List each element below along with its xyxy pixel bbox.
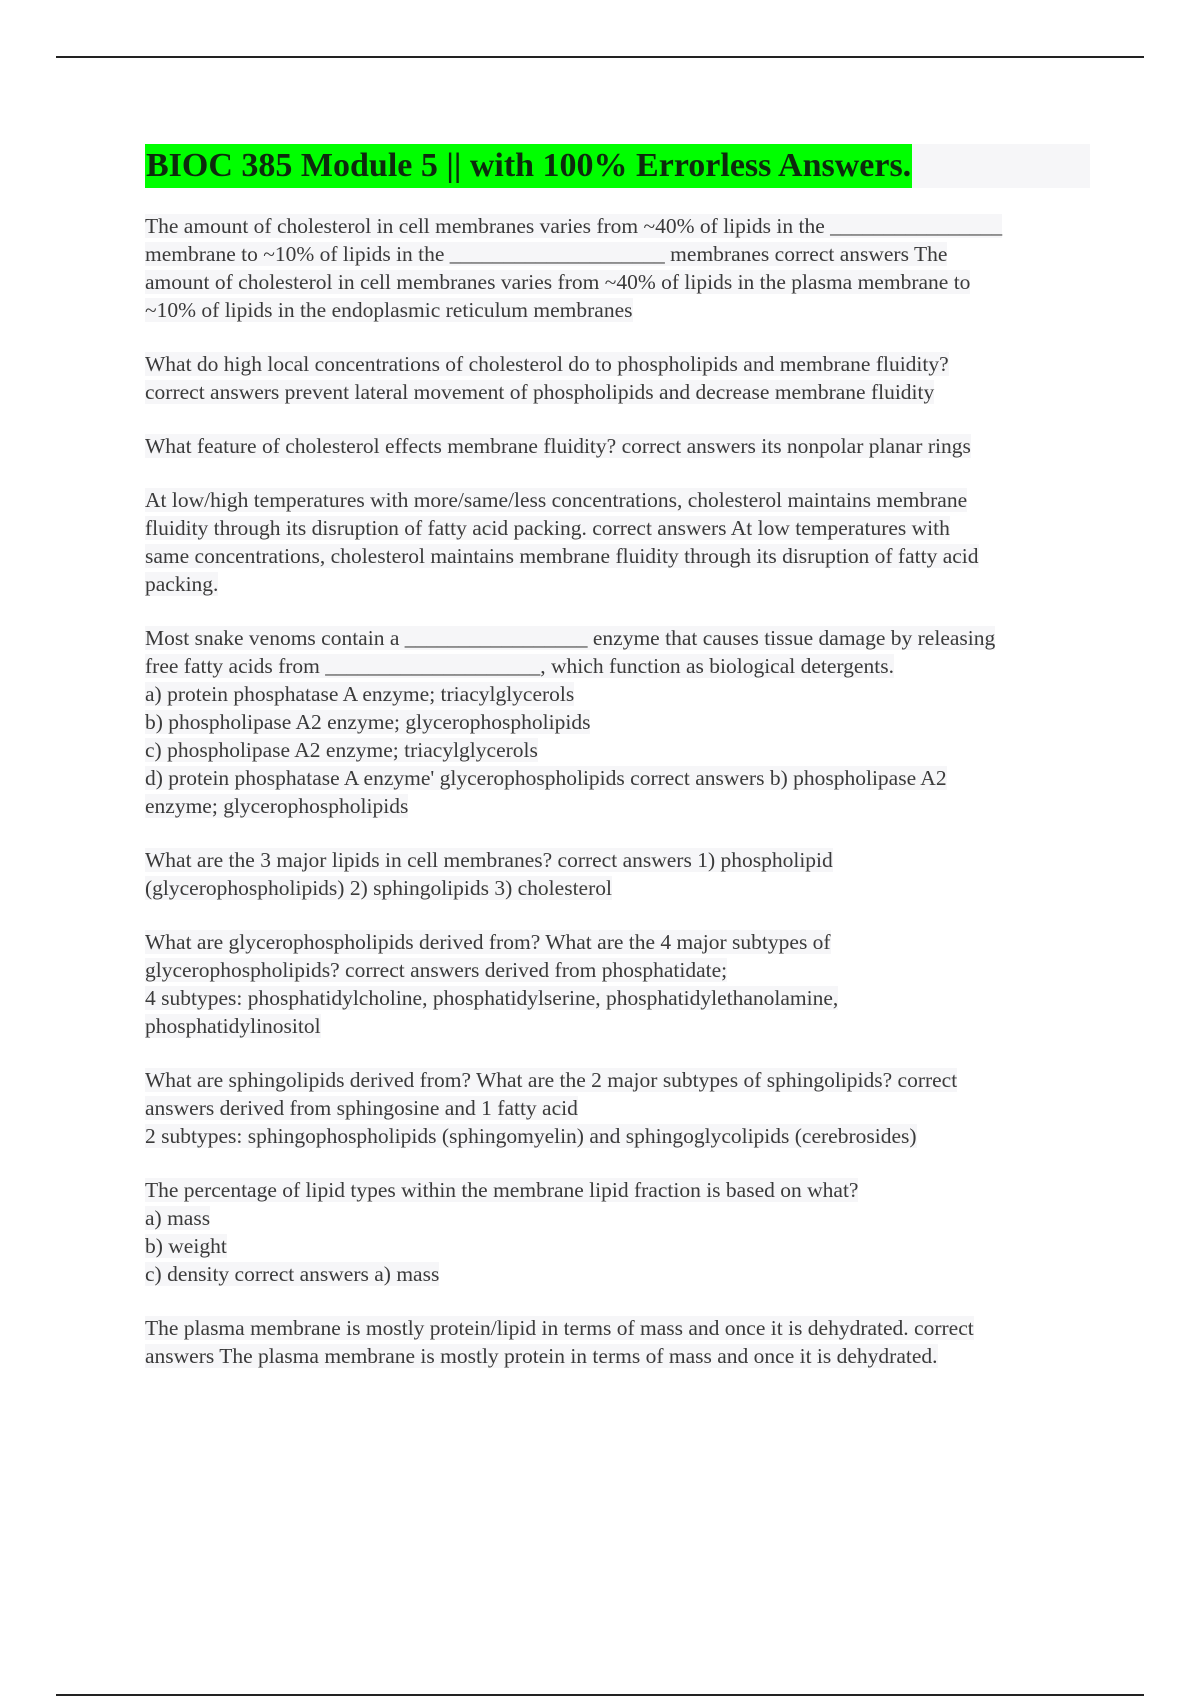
qa-line-text: a) protein phosphatase A enzyme; triacylglycerols xyxy=(145,682,575,706)
qa-line-text: d) protein phosphatase A enzyme' glycerophospholipids correct answers b) phospholipase A2 xyxy=(145,766,947,790)
top-rule xyxy=(56,56,1144,58)
qa-line xyxy=(145,1094,1090,1122)
qa-line-text: What are sphingolipids derived from? What are the 2 major subtypes of sphingolipids? correct xyxy=(145,1068,958,1092)
qa-line-text: b) phospholipase A2 enzyme; glycerophospholipids xyxy=(145,710,591,734)
qa-item xyxy=(145,1176,1090,1288)
qa-line-text: answers derived from sphingosine and 1 fatty acid xyxy=(145,1096,578,1120)
qa-item xyxy=(145,1066,1090,1150)
title-band xyxy=(145,144,1090,188)
qa-line xyxy=(145,680,1090,708)
qa-line-text: 2 subtypes: sphingophospholipids (sphingomyelin) and sphingoglycolipids (cerebrosides) xyxy=(145,1124,917,1148)
document-title: BIOC 385 Module 5 || with 100% Errorless Answers. xyxy=(145,144,912,188)
qa-line-text: free fatty acids from ____________________, which function as biological detergents. xyxy=(145,654,894,678)
qa-line xyxy=(145,1232,1090,1260)
qa-line-text: c) phospholipase A2 enzyme; triacylglycerols xyxy=(145,738,538,762)
qa-line xyxy=(145,542,1090,570)
qa-line-text: packing. xyxy=(145,572,219,596)
qa-line-text: same concentrations, cholesterol maintains membrane fluidity through its disruption of fatty acid xyxy=(145,544,979,568)
qa-line-text: (glycerophospholipids) 2) sphingolipids 3) cholesterol xyxy=(145,876,612,900)
qa-line xyxy=(145,652,1090,680)
qa-line xyxy=(145,956,1090,984)
qa-line xyxy=(145,212,1090,240)
qa-line-text: The amount of cholesterol in cell membranes varies from ~40% of lipids in the ________________ xyxy=(145,214,1003,238)
qa-line xyxy=(145,432,1090,460)
qa-item xyxy=(145,846,1090,902)
qa-line-text: What are the 3 major lipids in cell membranes? correct answers 1) phospholipid xyxy=(145,848,833,872)
qa-item xyxy=(145,212,1090,324)
qa-line xyxy=(145,1122,1090,1150)
qa-line-text: c) density correct answers a) mass xyxy=(145,1262,440,1286)
qa-item xyxy=(145,928,1090,1040)
qa-line-text: membrane to ~10% of lipids in the ____________________ membranes correct answers The xyxy=(145,242,948,266)
qa-line xyxy=(145,874,1090,902)
qa-line xyxy=(145,514,1090,542)
qa-line-text: What are glycerophospholipids derived from? What are the 4 major subtypes of xyxy=(145,930,831,954)
qa-item xyxy=(145,486,1090,598)
qa-item xyxy=(145,432,1090,460)
qa-line xyxy=(145,792,1090,820)
qa-line xyxy=(145,350,1090,378)
qa-line xyxy=(145,268,1090,296)
qa-item xyxy=(145,350,1090,406)
qa-item xyxy=(145,624,1090,820)
qa-line-text: glycerophospholipids? correct answers derived from phosphatidate; xyxy=(145,958,728,982)
qa-line xyxy=(145,240,1090,268)
qa-line xyxy=(145,486,1090,514)
qa-line-text: correct answers prevent lateral movement of phospholipids and decrease membrane fluidity xyxy=(145,380,935,404)
qa-line-text: The plasma membrane is mostly protein/lipid in terms of mass and once it is dehydrated. correct xyxy=(145,1316,974,1340)
bottom-rule xyxy=(56,1694,1144,1696)
qa-line-text: amount of cholesterol in cell membranes varies from ~40% of lipids in the plasma membrane to xyxy=(145,270,971,294)
qa-line xyxy=(145,708,1090,736)
qa-line xyxy=(145,1066,1090,1094)
document-body xyxy=(145,144,1090,1396)
qa-line xyxy=(145,1012,1090,1040)
qa-line xyxy=(145,296,1090,324)
qa-line xyxy=(145,764,1090,792)
qa-line xyxy=(145,736,1090,764)
qa-line-text: Most snake venoms contain a _________________ enzyme that causes tissue damage by releasing xyxy=(145,626,996,650)
qa-line xyxy=(145,1204,1090,1232)
qa-line-text: ~10% of lipids in the endoplasmic reticulum membranes xyxy=(145,298,633,322)
qa-line xyxy=(145,1342,1090,1370)
qa-list xyxy=(145,212,1090,1370)
qa-line-text: The percentage of lipid types within the membrane lipid fraction is based on what? xyxy=(145,1178,859,1202)
qa-line-text: enzyme; glycerophospholipids xyxy=(145,794,409,818)
qa-item xyxy=(145,1314,1090,1370)
qa-line-text: a) mass xyxy=(145,1206,211,1230)
qa-line xyxy=(145,928,1090,956)
qa-line-text: fluidity through its disruption of fatty acid packing. correct answers At low temperatures with xyxy=(145,516,950,540)
qa-line-text: answers The plasma membrane is mostly protein in terms of mass and once it is dehydrated. xyxy=(145,1344,938,1368)
qa-line-text: What do high local concentrations of cholesterol do to phospholipids and membrane fluidity? xyxy=(145,352,949,376)
qa-line xyxy=(145,984,1090,1012)
qa-line xyxy=(145,1176,1090,1204)
qa-line xyxy=(145,624,1090,652)
qa-line-text: What feature of cholesterol effects membrane fluidity? correct answers its nonpolar planar rings xyxy=(145,434,971,458)
qa-line xyxy=(145,1260,1090,1288)
qa-line-text: At low/high temperatures with more/same/less concentrations, cholesterol maintains membrane xyxy=(145,488,968,512)
qa-line xyxy=(145,846,1090,874)
qa-line-text: 4 subtypes: phosphatidylcholine, phosphatidylserine, phosphatidylethanolamine, xyxy=(145,986,839,1010)
qa-line-text: b) weight xyxy=(145,1234,227,1258)
qa-line xyxy=(145,1314,1090,1342)
qa-line-text: phosphatidylinositol xyxy=(145,1014,321,1038)
qa-line xyxy=(145,378,1090,406)
qa-line xyxy=(145,570,1090,598)
